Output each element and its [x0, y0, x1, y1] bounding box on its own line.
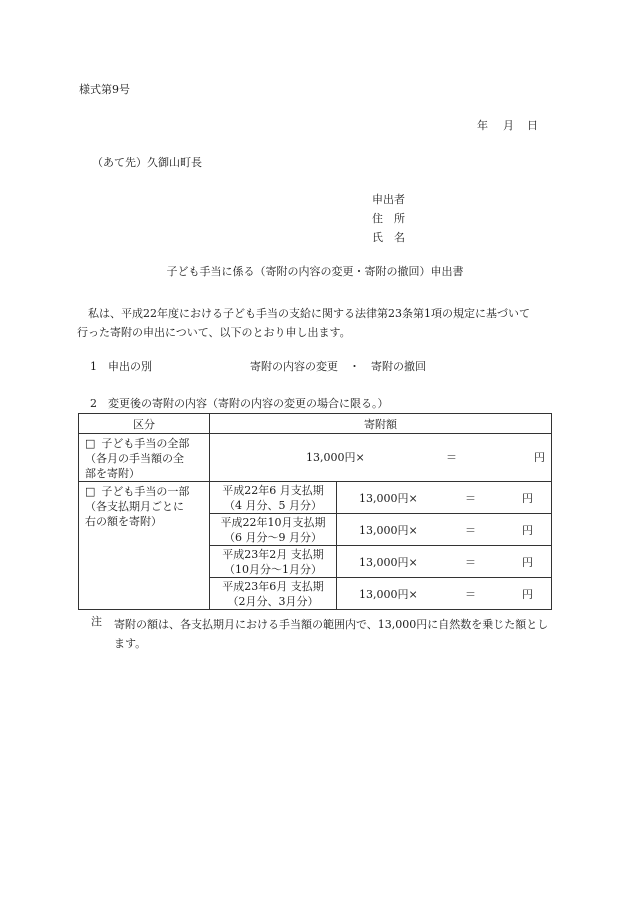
- period-2-line1: 平成22年10月支払期: [220, 516, 326, 529]
- header-amount: 寄附額: [210, 414, 552, 434]
- addressee: （あて先）久御山町長: [92, 156, 202, 169]
- section1-options: 寄附の内容の変更 ・ 寄附の撤回: [250, 360, 426, 373]
- donation-table: [78, 413, 552, 610]
- date-year: 年: [477, 119, 488, 132]
- period-3: [210, 546, 337, 578]
- period-1: [210, 482, 337, 514]
- body-line-1: 私は、平成22年度における子ども手当の支給に関する法律第23条第1項の規定に基づいて: [88, 307, 530, 320]
- amount-full: [210, 434, 552, 482]
- applicant-address-label: 住 所: [372, 212, 405, 225]
- checkbox-partial[interactable]: □: [85, 485, 96, 498]
- amount-period-1-equals: ＝: [465, 492, 476, 505]
- amount-full-equals: ＝: [446, 451, 457, 464]
- amount-period-4-equals: ＝: [465, 588, 476, 601]
- applicant-label: 申出者: [372, 193, 405, 206]
- amount-period-4-yen: 円: [522, 588, 533, 601]
- section2-heading: 2 変更後の寄附の内容（寄附の内容の変更の場合に限る。）: [90, 397, 389, 410]
- amount-period-2-yen: 円: [522, 524, 533, 537]
- date-field: [477, 119, 538, 133]
- category-partial: [79, 482, 210, 610]
- period-1-line1: 平成22年6 月支払期: [222, 484, 324, 497]
- amount-period-1-value: 13,000円×: [359, 492, 418, 505]
- table-row-full: [79, 434, 552, 482]
- amount-period-4-value: 13,000円×: [359, 588, 418, 601]
- period-3-line1: 平成23年2月 支払期: [222, 548, 324, 561]
- amount-period-3: [337, 546, 552, 578]
- amount-period-1: [337, 482, 552, 514]
- category-full-line1: 子ども手当の全部: [101, 437, 190, 450]
- category-full: [79, 434, 210, 482]
- date-day: 日: [527, 119, 538, 132]
- category-full-line3: 部を寄附）: [85, 467, 140, 480]
- applicant-name-label: 氏 名: [372, 231, 405, 244]
- date-month: 月: [503, 119, 514, 132]
- section1-number: 1: [90, 360, 97, 373]
- period-4-line2: （2月分、3月分）: [227, 595, 319, 608]
- body-line-2: 行った寄附の申出について、以下のとおり申し出ます。: [77, 326, 351, 339]
- period-3-line2: （10月分～1月分）: [224, 563, 322, 576]
- document-title: 子ども手当に係る（寄附の内容の変更・寄附の撤回）申出書: [166, 265, 464, 278]
- category-partial-line2: （各支払期月ごとに: [85, 500, 184, 513]
- table-header-row: [79, 414, 552, 434]
- period-4-line1: 平成23年6月 支払期: [222, 580, 324, 593]
- table-row-partial-1: [79, 482, 552, 514]
- amount-period-3-yen: 円: [522, 556, 533, 569]
- category-full-line2: （各月の手当額の全: [85, 452, 184, 465]
- body-paragraph: [77, 304, 557, 342]
- amount-period-4: [337, 578, 552, 610]
- period-2: [210, 514, 337, 546]
- category-partial-line3: 右の額を寄附）: [85, 515, 162, 528]
- amount-full-value: 13,000円×: [306, 451, 365, 464]
- header-category: 区分: [79, 414, 210, 434]
- amount-period-2-value: 13,000円×: [359, 524, 418, 537]
- amount-full-yen: 円: [534, 451, 545, 464]
- amount-period-1-yen: 円: [522, 492, 533, 505]
- period-4: [210, 578, 337, 610]
- amount-period-2: [337, 514, 552, 546]
- amount-period-3-equals: ＝: [465, 556, 476, 569]
- note-text: 寄附の額は、各支払期月における手当額の範囲内で、13,000円に自然数を乗じた額とします。: [114, 618, 549, 650]
- amount-period-3-value: 13,000円×: [359, 556, 418, 569]
- section1-label: 申出の別: [108, 360, 152, 373]
- form-number: 様式第9号: [79, 83, 130, 96]
- period-2-line2: （6 月分～9 月分）: [224, 531, 322, 544]
- amount-period-2-equals: ＝: [465, 524, 476, 537]
- checkbox-full[interactable]: □: [85, 437, 96, 450]
- category-partial-line1: 子ども手当の一部: [101, 485, 190, 498]
- period-1-line2: （4 月分、5 月分）: [224, 499, 322, 512]
- note-mark: 注: [91, 615, 102, 628]
